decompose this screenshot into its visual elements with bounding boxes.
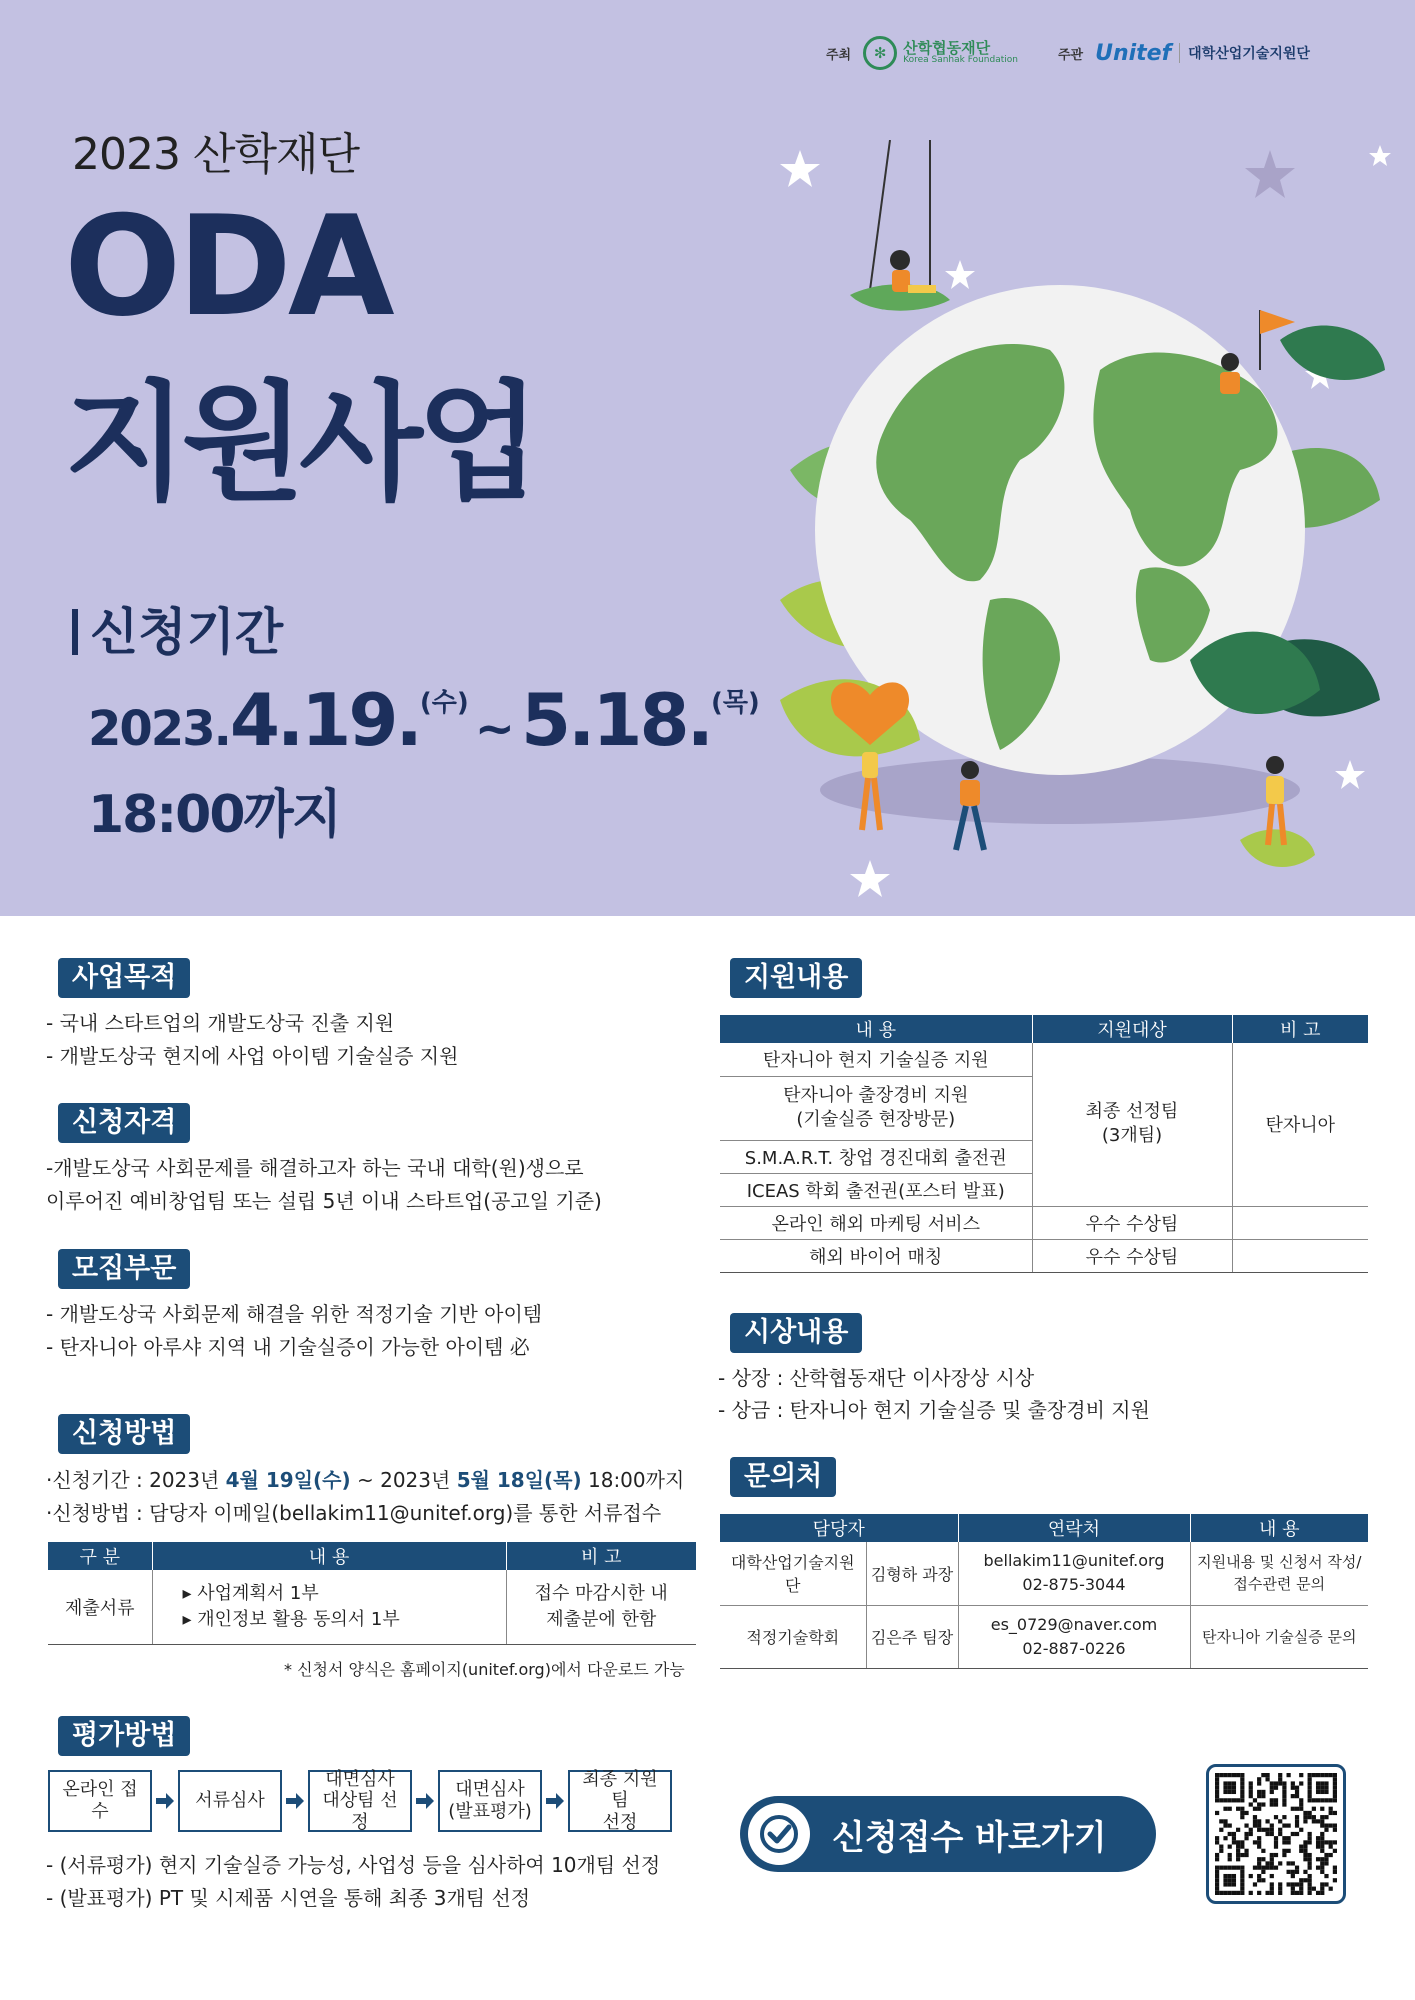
flow-step-final: 최종 지원팀 선정 [568, 1770, 672, 1832]
qr-code[interactable] [1206, 1764, 1346, 1904]
contact-1-email[interactable]: bellakim11@unitef.org [983, 1551, 1165, 1571]
flow-step-document: 서류심사 [178, 1770, 282, 1832]
flow-step-online: 온라인 접수 [48, 1770, 152, 1832]
award-item-1: - 상장 : 산학협동재단 이사장상 시상 [718, 1366, 1035, 1390]
contact-header-person: 담당자 [720, 1514, 958, 1542]
contact-1-info [958, 1542, 1190, 1605]
host-name-en: Korea Sanhak Foundation [903, 55, 1018, 66]
period-dates: 2023.4.19.(수) ~5.18.(목) [88, 678, 760, 762]
evaluation-note-2: - (발표평가) PT 및 시제품 시연을 통해 최종 3개팀 선정 [46, 1886, 531, 1910]
apply-now-button[interactable] [740, 1796, 1156, 1872]
sanhak-logo-icon: ✻ [863, 36, 897, 70]
category-tag: 모집부문 [58, 1249, 190, 1289]
award-tag: 시상내용 [730, 1313, 862, 1353]
support-merged-note: 탄자니아 [1232, 1043, 1368, 1206]
support-row-6-target: 우수 수상팀 [1032, 1239, 1232, 1272]
purpose-tag: 사업목적 [58, 958, 190, 998]
arrow-right-icon [152, 1791, 178, 1811]
arrow-right-icon [282, 1791, 308, 1811]
evaluation-note-1: - (서류평가) 현지 기술실증 가능성, 사업성 등을 심사하여 10개팀 선정 [46, 1853, 661, 1877]
support-table [720, 1015, 1368, 1273]
contact-1-person: 김형하 과장 [866, 1542, 958, 1605]
sponsor-logos [826, 36, 1310, 70]
contact-2-person: 김은주 팀장 [866, 1605, 958, 1668]
form-download-footnote: * 신청서 양식은 홈페이지(unitef.org)에서 다운로드 가능 [284, 1660, 685, 1679]
submission-items: ▸ 사업계획서 1부 ▸ 개인정보 활용 동의서 1부 [152, 1570, 506, 1644]
organizer-label: 주관 [1057, 47, 1084, 63]
contact-tag: 문의처 [730, 1457, 836, 1497]
contact-header-desc: 내 용 [1190, 1514, 1368, 1542]
submission-header-2: 내 용 [152, 1542, 506, 1570]
eligibility-line-1: -개발도상국 사회문제를 해결하고자 하는 국내 대학(원)생으로 [46, 1156, 584, 1180]
method-tag: 신청방법 [58, 1414, 190, 1454]
contact-2-phone: 02-887-0226 [1022, 1638, 1126, 1658]
apply-now-label: 신청접수 바로가기 [832, 1817, 1107, 1858]
period-time: 18:00까지 [88, 785, 340, 845]
period-end: 5.18. [520, 678, 711, 762]
support-row-5: 온라인 해외 마케팅 서비스 [720, 1206, 1032, 1239]
hero-title-program: 지원사업 [64, 369, 535, 518]
eligibility-tag: 신청자격 [58, 1103, 190, 1143]
submission-table [48, 1542, 696, 1645]
submission-header-1: 구 분 [48, 1542, 152, 1570]
hero-banner [0, 0, 1415, 916]
contact-2-email[interactable]: es_0729@naver.com [990, 1614, 1158, 1634]
sanhak-foundation-logo [863, 36, 1018, 70]
period-label: 신청기간 [72, 592, 283, 664]
support-header-target: 지원대상 [1032, 1015, 1232, 1043]
evaluation-tag: 평가방법 [58, 1716, 190, 1756]
contact-1-phone: 02-875-3044 [1022, 1575, 1126, 1595]
submission-note: 접수 마감시한 내 제출분에 한함 [506, 1570, 696, 1644]
support-row-3: S.M.A.R.T. 창업 경진대회 출전권 [720, 1140, 1032, 1173]
period-start: 4.19. [229, 678, 420, 762]
arrow-right-icon [412, 1791, 438, 1811]
support-row-1: 탄자니아 현지 기술실증 지원 [720, 1043, 1032, 1076]
contact-2-desc: 탄자니아 기술실증 문의 [1190, 1605, 1368, 1668]
support-header-note: 비 고 [1232, 1015, 1368, 1043]
purpose-item-2: - 개발도상국 현지에 사업 아이템 기술실증 지원 [46, 1044, 459, 1068]
contact-1-org: 대학산업기술지원단 [720, 1542, 866, 1605]
organizer-name: Unitef [1095, 40, 1172, 66]
category-item-1: - 개발도상국 사회문제 해결을 위한 적정기술 기반 아이템 [46, 1302, 543, 1326]
support-merged-target: 최종 선정팀 (3개팀) [1032, 1043, 1232, 1206]
support-row-5-target: 우수 수상팀 [1032, 1206, 1232, 1239]
contact-table [720, 1514, 1368, 1669]
evaluation-flow [48, 1770, 672, 1832]
hero-year-line: 2023 산학재단 [72, 129, 359, 180]
support-row-5-note [1232, 1206, 1368, 1239]
submission-row-label: 제출서류 [48, 1570, 152, 1644]
eligibility-line-2: 이루어진 예비창업팀 또는 설립 5년 이내 스타트업(공고일 기준) [46, 1189, 602, 1213]
support-row-4: ICEAS 학회 출전권(포스터 발표) [720, 1173, 1032, 1206]
flow-step-presentation: 대면심사 (발표평가) [438, 1770, 542, 1832]
organizer-sub: 대학산업기술지원단 [1179, 43, 1310, 63]
check-icon [748, 1803, 810, 1865]
contact-2-info [958, 1605, 1190, 1668]
support-row-2: 탄자니아 출장경비 지원 (기술실증 현장방문) [720, 1076, 1032, 1140]
flow-step-interview-select: 대면심사 대상팀 선정 [308, 1770, 412, 1832]
hero-title-oda: ODA [64, 186, 391, 347]
support-header-content: 내 용 [720, 1015, 1032, 1043]
contact-2-org: 적정기술학회 [720, 1605, 866, 1668]
host-label: 주최 [826, 47, 852, 63]
unitef-logo [1095, 41, 1310, 66]
category-item-2: - 탄자니아 아루샤 지역 내 기술실증이 가능한 아이템 必 [46, 1335, 530, 1359]
submission-header-3: 비 고 [506, 1542, 696, 1570]
contact-header-phone: 연락처 [958, 1514, 1190, 1542]
arrow-right-icon [542, 1791, 568, 1811]
support-tag: 지원내용 [730, 958, 862, 998]
host-name: 산학협동재단 [903, 38, 991, 57]
qr-code-icon [1215, 1773, 1337, 1895]
method-how: ·신청방법 : 담당자 이메일(bellakim11@unitef.org)를 통한 서류접수 [46, 1501, 662, 1525]
contact-1-desc: 지원내용 및 신청서 작성/ 접수관련 문의 [1190, 1542, 1368, 1605]
support-row-6: 해외 바이어 매칭 [720, 1239, 1032, 1272]
method-period: ·신청기간 : 2023년 4월 19일(수) ~ 2023년 5월 18일(목) 18:00까지 [46, 1468, 685, 1492]
support-row-6-note [1232, 1239, 1368, 1272]
purpose-item-1: - 국내 스타트업의 개발도상국 진출 지원 [46, 1011, 395, 1035]
award-item-2: - 상금 : 탄자니아 현지 기술실증 및 출장경비 지원 [718, 1398, 1150, 1422]
globe-illustration [760, 140, 1400, 900]
